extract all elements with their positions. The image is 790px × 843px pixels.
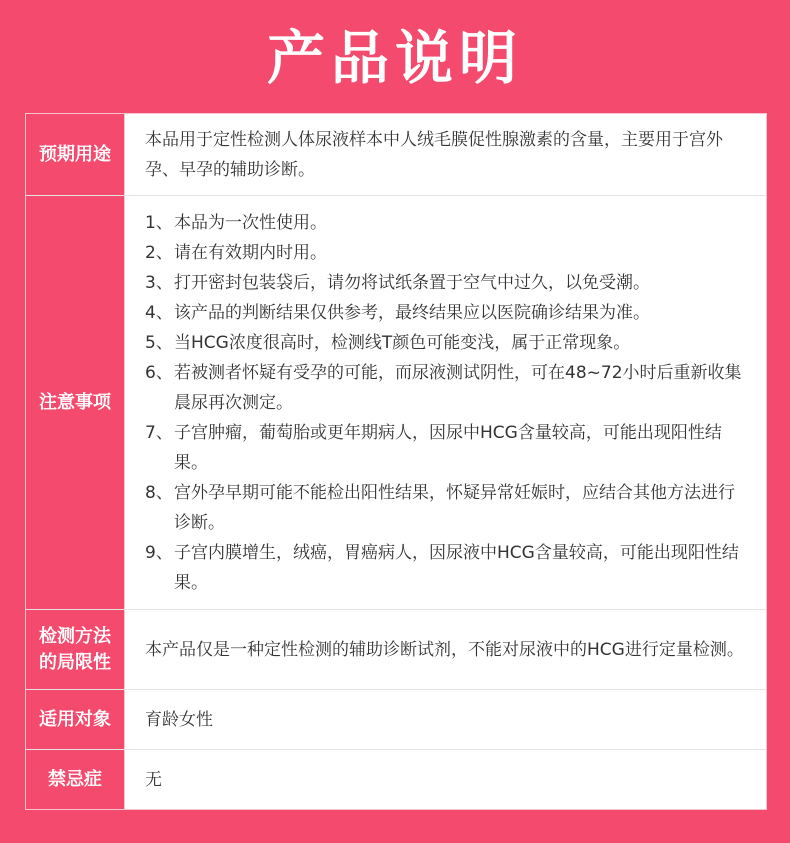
row-precautions <box>26 196 766 610</box>
list-item <box>145 328 750 358</box>
row-target-users <box>26 690 766 750</box>
item-text: 若被测者怀疑有受孕的可能，而尿液测试阴性，可在48~72小时后重新收集晨尿再次测定。 <box>174 362 742 413</box>
item-number: 2、 <box>145 242 173 263</box>
content-target-users <box>125 690 766 749</box>
list-item <box>145 208 750 238</box>
row-intended-use <box>26 114 766 196</box>
content-contraindications <box>125 750 766 809</box>
label-contraindications: 禁忌症 <box>26 750 125 809</box>
label-target-users: 适用对象 <box>26 690 125 749</box>
list-item <box>145 478 750 538</box>
intended-use-text: 本品用于定性检测人体尿液样本中人绒毛膜促性腺激素的含量，主要用于宫外孕、早孕的辅助诊断。 <box>145 129 723 180</box>
label-method-limitations <box>26 610 125 689</box>
label-precautions: 注意事项 <box>26 196 125 609</box>
label-line-2: 的局限性 <box>39 651 111 673</box>
precautions-list <box>145 208 750 598</box>
item-text: 当HCG浓度很高时，检测线T颜色可能变浅，属于正常现象。 <box>174 332 631 353</box>
content-method-limitations <box>125 610 766 689</box>
item-number: 8、 <box>145 482 173 503</box>
list-item <box>145 298 750 328</box>
label-intended-use: 预期用途 <box>26 114 125 195</box>
method-limitations-text: 本产品仅是一种定性检测的辅助诊断试剂，不能对尿液中的HCG进行定量检测。 <box>145 639 744 660</box>
item-number: 3、 <box>145 272 173 293</box>
list-item <box>145 538 750 598</box>
item-number: 4、 <box>145 302 173 323</box>
content-intended-use <box>125 114 766 195</box>
item-text: 本品为一次性使用。 <box>174 212 327 233</box>
list-item <box>145 358 750 418</box>
item-number: 6、 <box>145 362 173 383</box>
item-text: 该产品的判断结果仅供参考，最终结果应以医院确诊结果为准。 <box>174 302 650 323</box>
instructions-table <box>25 113 767 810</box>
page-title: 产品说明 <box>266 24 523 92</box>
label-line-1: 检测方法 <box>39 625 111 647</box>
row-contraindications <box>26 750 766 809</box>
content-precautions <box>125 196 766 609</box>
list-item <box>145 418 750 478</box>
item-text: 子宫内膜增生，绒癌，胃癌病人，因尿液中HCG含量较高，可能出现阳性结果。 <box>174 542 739 593</box>
target-users-text: 育龄女性 <box>145 709 213 730</box>
item-text: 子宫肿瘤，葡萄胎或更年期病人，因尿中HCG含量较高，可能出现阳性结果。 <box>174 422 722 473</box>
contraindications-text: 无 <box>145 769 162 790</box>
list-item <box>145 238 750 268</box>
row-method-limitations <box>26 610 766 690</box>
item-number: 9、 <box>145 542 173 563</box>
item-text: 宫外孕早期可能不能检出阳性结果，怀疑异常妊娠时，应结合其他方法进行诊断。 <box>174 482 735 533</box>
item-number: 1、 <box>145 212 173 233</box>
item-number: 7、 <box>145 422 173 443</box>
item-text: 请在有效期内时用。 <box>174 242 327 263</box>
item-text: 打开密封包装袋后，请勿将试纸条置于空气中过久，以免受潮。 <box>174 272 650 293</box>
item-number: 5、 <box>145 332 173 353</box>
list-item <box>145 268 750 298</box>
